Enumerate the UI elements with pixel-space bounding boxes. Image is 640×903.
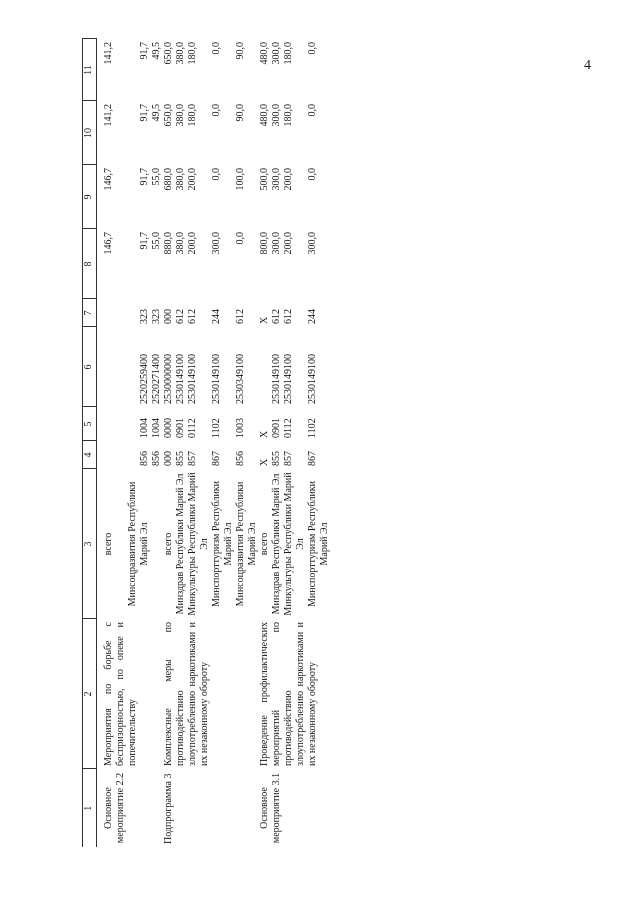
budget-table-sheet bbox=[82, 39, 547, 847]
col-header-8: 8 bbox=[83, 229, 97, 299]
table-row: Минсоцразвития Республики Марий Эл 856 1003 2530349100 612 0,0 100,0 90,0 90,0 bbox=[235, 39, 259, 847]
row-scope-label: всего bbox=[103, 532, 114, 556]
table-row: Минздрав Республики Марий Эл 855 0901 2530149100 612 380,0 380,0 380,0 380,0 bbox=[175, 39, 187, 847]
row-agency: Минсоцразвития Республики Марий Эл bbox=[127, 481, 150, 607]
row-item-title: Проведение профилактических мероприятий по противодействию злоупотреблению наркотиками и их незаконному обороту bbox=[259, 622, 318, 766]
column-number-header bbox=[83, 39, 97, 847]
col-header-6: 6 bbox=[83, 327, 97, 407]
row-scope-label: всего bbox=[163, 532, 174, 556]
row-agency: Минздрав Республики Марий Эл bbox=[271, 473, 282, 615]
budget-table bbox=[82, 39, 331, 848]
row-item-code: Подпрограмма 3 bbox=[163, 773, 174, 844]
col-header-11: 11 bbox=[83, 39, 97, 101]
row-item-code: Основное мероприятие 2.2 bbox=[103, 772, 126, 844]
row-agency: Минкультуры Республики Марий Эл bbox=[187, 472, 210, 616]
col-header-7: 7 bbox=[83, 299, 97, 327]
table-row: Минздрав Республики Марий Эл 855 0901 2530149100 612 300,0 300,0 300,0 300,0 bbox=[271, 39, 283, 847]
col-header-3: 3 bbox=[83, 469, 97, 619]
col-header-9: 9 bbox=[83, 165, 97, 229]
table-row: Подпрограмма 3 Комплексные меры по противодействию злоупотреблению наркотиками и их незаконному обороту всего 000 0000 2530000000 000 880,0 680,0 650,0 650,0 bbox=[163, 39, 175, 847]
col-header-4: 4 bbox=[83, 441, 97, 469]
col-header-2: 2 bbox=[83, 619, 97, 769]
col-header-10: 10 bbox=[83, 101, 97, 165]
col-header-5: 5 bbox=[83, 407, 97, 441]
page-number: 4 bbox=[584, 58, 591, 73]
row-scope-label: всего bbox=[259, 532, 270, 556]
total-col9: 146,7 bbox=[103, 168, 114, 191]
total-col11: 141,2 bbox=[103, 42, 114, 65]
row-item-code: Основное мероприятие 3.1 bbox=[259, 772, 282, 844]
row-agency: Минсоцразвития Республики Марий Эл bbox=[235, 481, 258, 607]
table-row: Минспорттуризм Республики Марий Эл 867 1102 2530149100 244 300,0 0,0 0,0 0,0 bbox=[307, 39, 331, 847]
table-row: Минсоцразвития Республики Марий Эл 856 856 1004 1004 2520259400 2520271400 323 323 91,7 55,0 91,7 55,0 91,7 49,5 91,7 49,5 bbox=[115, 39, 163, 847]
col-header-1: 1 bbox=[83, 769, 97, 847]
total-col10: 141,2 bbox=[103, 104, 114, 127]
row-item-title: Мероприятия по борьбе с беспризорностью, по опеке и попечительству bbox=[103, 622, 138, 766]
table-row: Минкультуры Республики Марий Эл 857 0112 2530149100 612 200,0 200,0 180,0 180,0 bbox=[283, 39, 307, 847]
total-col8: 146,7 bbox=[103, 232, 114, 255]
table-row: Минкультуры Республики Марий Эл 857 0112 2530149100 612 200,0 200,0 180,0 180,0 bbox=[187, 39, 211, 847]
row-agency: Минспорттуризм Республики Марий Эл bbox=[307, 481, 330, 608]
row-agency: Минспорттуризм Республики Марий Эл bbox=[211, 481, 234, 608]
row-item-title: Комплексные меры по противодействию злоупотреблению наркотиками и их незаконному обороту bbox=[163, 622, 210, 766]
table-row: Минспорттуризм Республики Марий Эл 867 1102 2530149100 244 300,0 0,0 0,0 0,0 bbox=[211, 39, 235, 847]
row-agency: Минздрав Республики Марий Эл bbox=[175, 473, 186, 615]
row-agency: Минкультуры Республики Марий Эл bbox=[283, 472, 306, 616]
table-row bbox=[103, 39, 115, 847]
table-row: Основное мероприятие 3.1 Проведение профилактических мероприятий по противодействию злоупотреблению наркотиками и их незаконному обороту всего X X X 800,0 500,0 480,0 480,0 bbox=[259, 39, 271, 847]
